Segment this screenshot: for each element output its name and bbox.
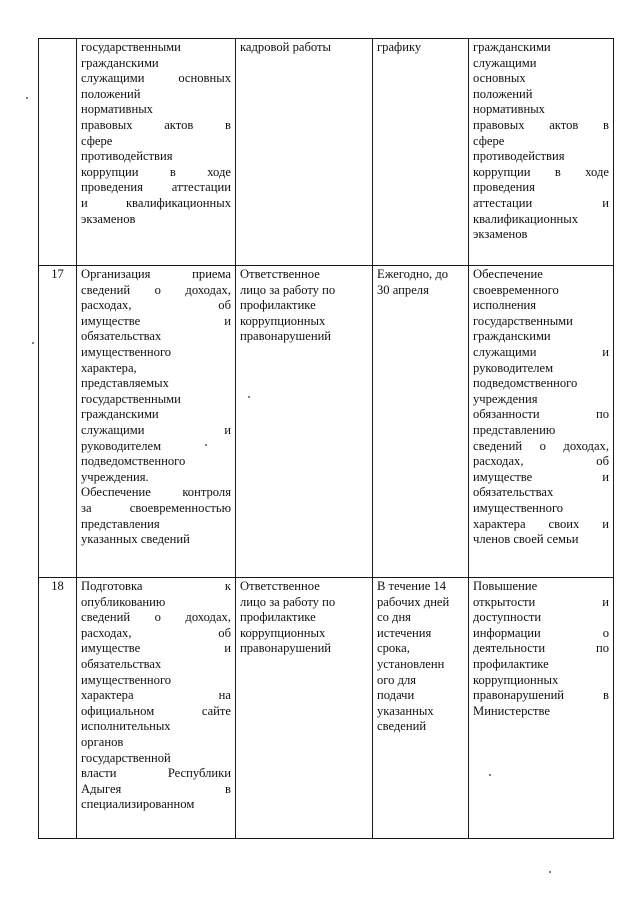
text-line: обязательствах [81, 656, 162, 671]
text-word: аттестации [473, 195, 533, 210]
text-word: по [595, 641, 609, 656]
text-line: служащими [473, 55, 537, 70]
text-word: имуществе [81, 641, 141, 656]
text-line: сведений [377, 719, 427, 734]
text-word: обязанности [473, 407, 540, 422]
text-line: государственными [81, 40, 181, 54]
text-line: представления [81, 516, 160, 531]
text-line: доступности [473, 610, 542, 625]
text-line: руководителем [473, 360, 554, 375]
text-line: представлению [473, 422, 556, 437]
text-line [81, 485, 231, 501]
text-line: Обеспечение [473, 267, 543, 281]
text-word: правонарушений [473, 688, 565, 703]
text-word: и [224, 422, 231, 437]
text-line [473, 641, 609, 657]
text-line [473, 439, 609, 455]
text-line: гражданскими [473, 40, 551, 54]
text-word: и [602, 469, 609, 484]
text-line: 30 апреля [377, 282, 429, 297]
text-line [473, 688, 609, 704]
text-word: в [554, 164, 561, 179]
result-cell [469, 266, 614, 578]
text-line: кадровой работы [240, 40, 331, 54]
row-number: 18 [51, 579, 64, 593]
text-line: профилактике [240, 298, 316, 313]
text-word: контроля [182, 485, 231, 500]
text-word: в [225, 117, 231, 132]
text-line: опубликованию [81, 594, 166, 609]
text-word: в [225, 781, 231, 796]
text-word: Адыгея [81, 781, 122, 796]
text-line: сфере [473, 133, 505, 148]
text-word: и [602, 516, 609, 531]
text-line: Ответственное [240, 267, 320, 281]
text-word: аттестации [171, 180, 231, 195]
text-word: Обеспечение [81, 485, 151, 500]
text-line: государственными [81, 391, 181, 406]
text-line: коррупционных [240, 313, 326, 328]
table-row [39, 39, 614, 266]
text-line: срока, [377, 641, 410, 656]
text-word: официальном [81, 703, 155, 718]
text-line: экзаменов [473, 227, 528, 242]
text-word: Подготовка [81, 579, 143, 593]
text-line: специализированном [81, 797, 195, 812]
text-line [81, 610, 231, 626]
text-line: имущественного [81, 344, 172, 359]
text-line: проведения [473, 180, 535, 195]
text-line: Ежегодно, до [377, 267, 449, 281]
text-line [473, 454, 609, 470]
text-line [81, 688, 231, 704]
text-line: имущественного [473, 500, 564, 515]
text-word: характера [473, 516, 526, 531]
text-word: и [81, 195, 88, 210]
text-word: расходах, [81, 298, 132, 313]
text-line: правонарушений [240, 329, 332, 344]
deadline-cell [373, 39, 469, 266]
table-row [39, 266, 614, 578]
result-cell [469, 578, 614, 839]
text-line: истечения [377, 625, 432, 640]
text-line: учреждения [473, 391, 538, 406]
deadline-cell [373, 266, 469, 578]
text-line: обязательствах [81, 329, 162, 344]
text-line: положений [81, 86, 141, 101]
text-word: о [154, 610, 161, 625]
text-line: указанных сведений [81, 532, 190, 547]
text-word: о [154, 282, 161, 297]
text-word: актов [164, 117, 194, 132]
text-word: доходах, [563, 438, 609, 453]
text-line: ого для [377, 672, 417, 687]
text-line: подведомственного [81, 454, 186, 469]
text-line [81, 118, 231, 134]
text-word: Республики [167, 766, 231, 781]
scan-speck [26, 97, 28, 99]
responsible-cell [236, 39, 373, 266]
text-word: ходе [207, 164, 231, 179]
text-word: о [539, 438, 546, 453]
text-line: представляемых [81, 376, 169, 391]
text-line: основных [473, 71, 526, 86]
text-word: в [169, 164, 176, 179]
text-line: гражданскими [473, 329, 551, 344]
text-word: основных [178, 71, 231, 86]
text-line [81, 267, 231, 283]
anti-corruption-plan-table [38, 38, 614, 839]
scan-speck [32, 342, 34, 344]
text-line: правонарушений [240, 641, 332, 656]
text-word: доходах, [185, 610, 231, 625]
text-line: квалификационных [473, 211, 579, 226]
text-line: противодействия [81, 149, 173, 164]
text-word: приема [192, 267, 231, 281]
text-line [473, 626, 609, 642]
text-line [473, 407, 609, 423]
text-word: характера [81, 688, 134, 703]
text-line: учреждения. [81, 469, 149, 484]
text-line: исполнительных [81, 719, 171, 734]
row-number-cell [39, 266, 77, 578]
table-row [39, 578, 614, 839]
text-word: информации [473, 625, 541, 640]
text-word: в [603, 688, 609, 703]
row-number-cell [39, 578, 77, 839]
text-word: сведений [81, 610, 131, 625]
text-line: лицо за работу по [240, 594, 336, 609]
text-line: В течение 14 [377, 579, 447, 593]
text-word: об [218, 625, 231, 640]
text-word: Организация [81, 267, 151, 281]
text-line [81, 501, 231, 517]
text-line [473, 196, 609, 212]
scan-speck [205, 444, 207, 446]
text-word: открытости [473, 594, 536, 609]
text-word: к [224, 579, 231, 593]
text-line [81, 298, 231, 314]
row-number: 17 [51, 267, 64, 281]
measure-cell [77, 578, 236, 839]
text-line [81, 71, 231, 87]
text-word: имуществе [473, 469, 533, 484]
text-word: коррупции [473, 164, 531, 179]
text-word: на [218, 688, 231, 703]
text-word: сведений [81, 282, 131, 297]
text-line: Ответственное [240, 579, 320, 593]
text-word: сведений [473, 438, 523, 453]
text-word: за [81, 500, 92, 515]
text-line [473, 595, 609, 611]
text-word: деятельности [473, 641, 546, 656]
measure-cell [77, 39, 236, 266]
text-word: и [224, 641, 231, 656]
text-line: обязательствах [473, 485, 554, 500]
text-line [81, 180, 231, 196]
text-word: в [603, 117, 609, 132]
text-line [81, 626, 231, 642]
text-line: подведомственного [473, 376, 578, 391]
text-line [81, 579, 231, 595]
text-word: об [596, 454, 609, 469]
result-cell [469, 39, 614, 266]
text-line: коррупционных [240, 625, 326, 640]
text-word: расходах, [473, 454, 524, 469]
text-line [81, 423, 231, 439]
text-line: органов [81, 734, 124, 749]
text-word: своих [548, 516, 580, 531]
text-line: установленн [377, 656, 445, 671]
text-line: характера, [81, 360, 137, 375]
text-word: власти [81, 766, 117, 781]
text-line [81, 196, 231, 212]
text-word: и [602, 195, 609, 210]
responsible-cell [236, 578, 373, 839]
text-word: по [595, 407, 609, 422]
text-line: графику [377, 40, 422, 54]
row-number-cell [39, 39, 77, 266]
text-word: о [602, 625, 609, 640]
text-word: ходе [585, 164, 609, 179]
text-line [473, 470, 609, 486]
measure-cell [77, 266, 236, 578]
text-line: профилактике [240, 610, 316, 625]
text-word: правовых [473, 117, 525, 132]
text-word: коррупции [81, 164, 139, 179]
text-line: подачи [377, 688, 415, 703]
text-line: членов своей семьи [473, 532, 579, 547]
text-line [81, 641, 231, 657]
text-line: коррупционных [473, 672, 559, 687]
text-line: противодействия [473, 149, 565, 164]
text-word: имуществе [81, 313, 141, 328]
text-line [81, 165, 231, 181]
text-line: нормативных [81, 102, 153, 117]
text-line: Повышение [473, 579, 538, 593]
text-line [473, 118, 609, 134]
text-word: служащими [473, 344, 537, 359]
text-line [81, 782, 231, 798]
text-line: государственной [81, 750, 171, 765]
text-word: служащими [81, 422, 145, 437]
text-line: гражданскими [81, 407, 159, 422]
text-line [473, 165, 609, 181]
text-word: квалификационных [125, 195, 231, 210]
text-line: со дня [377, 610, 411, 625]
text-word: и [602, 594, 609, 609]
text-line: государственными [473, 313, 573, 328]
text-word: актов [549, 117, 579, 132]
text-line [81, 766, 231, 782]
text-line: своевременного [473, 282, 559, 297]
responsible-cell [236, 266, 373, 578]
text-line: нормативных [473, 102, 545, 117]
text-line: руководителем [81, 438, 162, 453]
text-line: рабочих дней [377, 594, 450, 609]
text-line [473, 517, 609, 533]
text-word: доходах, [185, 282, 231, 297]
deadline-cell [373, 578, 469, 839]
text-word: расходах, [81, 625, 132, 640]
scan-speck [248, 396, 250, 398]
text-line [81, 314, 231, 330]
text-line: профилактике [473, 656, 549, 671]
text-line [81, 283, 231, 299]
text-line: сфере [81, 133, 113, 148]
text-line: исполнения [473, 298, 537, 313]
text-line: лицо за работу по [240, 282, 336, 297]
text-line: экзаменов [81, 211, 136, 226]
scan-speck [489, 774, 491, 776]
text-line: имущественного [81, 672, 172, 687]
text-word: и [602, 344, 609, 359]
text-word: об [218, 298, 231, 313]
text-word: своевременностью [129, 500, 231, 515]
text-word: и [224, 313, 231, 328]
text-line: гражданскими [81, 55, 159, 70]
text-line: Министерстве [473, 703, 550, 718]
scan-speck [549, 871, 551, 873]
text-word: служащими [81, 71, 145, 86]
text-word: сайте [201, 703, 231, 718]
text-line [81, 704, 231, 720]
text-word: проведения [81, 180, 143, 195]
text-line: указанных [377, 703, 434, 718]
text-line: положений [473, 86, 533, 101]
text-line [473, 345, 609, 361]
text-word: правовых [81, 117, 133, 132]
